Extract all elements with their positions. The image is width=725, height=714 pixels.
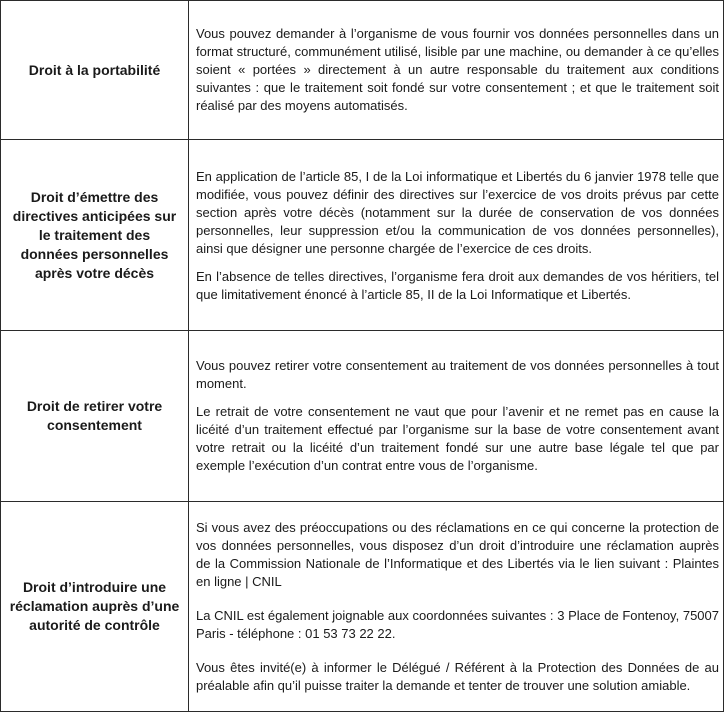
paragraph: Vous êtes invité(e) à informer le Délégué / Référent à la Protection des Données de au préalable afin qu’il puisse traiter la demande et tenter de trouver une solution amiable.: [196, 659, 719, 693]
table-row-complaint: [1, 502, 724, 712]
paragraph: En application de l’article 85, I de la Loi informatique et Libertés du 6 janvier 1978 telle que modifiée, vous pouvez définir des directives sur l’exercice de vos droits prévus par cette section après votre décès (notamment sur la durée de conservation de vos données personnelles, leur suppression et/ou la communication de vos données personnelles), ainsi que désigner une personne chargée de l’exercice de ces droits.: [196, 169, 719, 256]
row-description: [189, 140, 724, 331]
paragraph: Le retrait de votre consentement ne vaut que pour l’avenir et ne remet pas en cause la licéité d’un traitement effectué par l’organisme sur la base de votre consentement avant votre retrait ou la licéité d’un traitement fondé sur une autre base légale tel que par exemple l’exécution d’un contrat entre vous de l’organisme.: [196, 404, 719, 473]
paragraph: La CNIL est également joignable aux coordonnées suivantes : 3 Place de Fontenoy, 75007 Paris - téléphone : 01 53 73 22 22.: [196, 607, 719, 641]
paragraph: Vous pouvez demander à l’organisme de vous fournir vos données personnelles dans un format structuré, communément utilisé, lisible par une machine, ou demander à ce qu’elles soient « portées » directement à un autre responsable du traitement aux conditions suivantes : que le traitement soit fondé sur votre consentement ; et que le traitement soit réalisé par des moyens automatisés.: [196, 26, 719, 113]
table-row-directives: [1, 140, 724, 331]
row-description: [189, 1, 724, 140]
row-description: [189, 502, 724, 712]
row-title: Droit d’introduire une réclamation auprès d’une autorité de contrôle: [1, 502, 189, 712]
row-title: Droit de retirer votre consentement: [1, 331, 189, 502]
paragraph: Vous pouvez retirer votre consentement au traitement de vos données personnelles à tout moment.: [196, 358, 719, 391]
row-title: Droit d’émettre des directives anticipées sur le traitement des données personnelles après votre décès: [1, 140, 189, 331]
table-row-portability: [1, 1, 724, 140]
row-title: Droit à la portabilité: [1, 1, 189, 140]
row-description: [189, 331, 724, 502]
table-row-consent-withdrawal: [1, 331, 724, 502]
paragraph: Si vous avez des préoccupations ou des réclamations en ce qui concerne la protection de vos données personnelles, vous disposez d’un droit d’introduire une réclamation auprès de la Commission Nationale de l’Informatique et des Libertés via le lien suivant : Plaintes en ligne | CNIL: [196, 519, 719, 589]
paragraph: En l’absence de telles directives, l’organisme fera droit aux demandes de vos héritiers, tel que limitativement énoncé à l’article 85, II de la Loi Informatique et Libertés.: [196, 269, 719, 302]
